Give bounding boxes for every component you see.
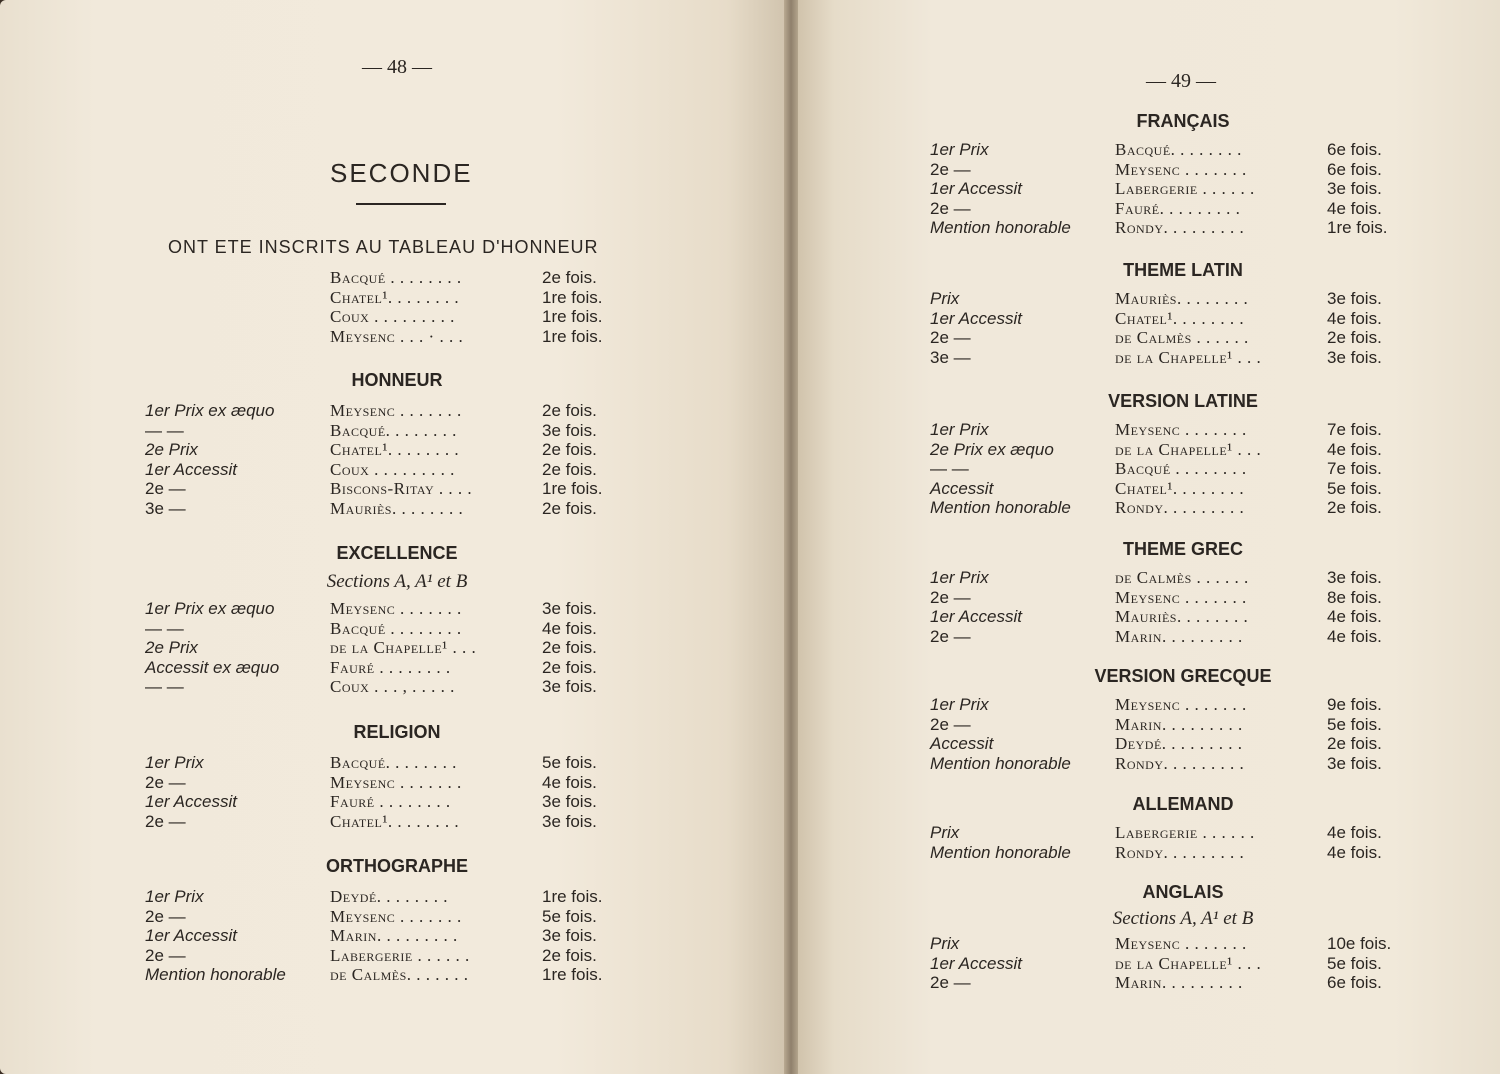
student-name: Meysenc . . . . . . . bbox=[1115, 587, 1247, 607]
section-heading: ANGLAIS bbox=[1142, 882, 1224, 902]
rank-label: 2e — bbox=[930, 587, 971, 607]
rank-label: 1er Prix bbox=[930, 695, 989, 714]
student-name: Rondy. . . . . . . . . bbox=[1115, 218, 1245, 238]
student-name: de la Chapelle¹ . . . bbox=[1115, 439, 1262, 459]
rank-label: 1er Accessit bbox=[145, 926, 237, 946]
page-number-left: — 48 — bbox=[362, 56, 432, 78]
rank-label: 2e — bbox=[930, 714, 971, 734]
student-name: Rondy. . . . . . . . . bbox=[1115, 842, 1245, 862]
award-row bbox=[0, 954, 1500, 974]
rank-label: 2e — bbox=[930, 328, 971, 348]
rank-label: 2e — bbox=[145, 479, 186, 499]
award-row bbox=[0, 420, 1500, 440]
times-count: 6e fois. bbox=[1327, 973, 1382, 993]
section-subheading: Sections A, A¹ et B bbox=[326, 571, 468, 592]
times-count: 3e fois. bbox=[542, 926, 597, 946]
rank-label: Prix bbox=[930, 934, 960, 953]
student-name: de Calmès. . . . . . . bbox=[330, 965, 469, 985]
times-count: 3e fois. bbox=[1327, 179, 1382, 199]
student-name: Rondy. . . . . . . . . bbox=[1115, 753, 1245, 773]
times-count: 2e fois. bbox=[1327, 328, 1382, 348]
section-heading: EXCELLENCE bbox=[336, 543, 458, 563]
section-heading: VERSION LATINE bbox=[1108, 391, 1258, 411]
award-row bbox=[0, 754, 1500, 774]
student-name: Fauré . . . . . . . . bbox=[330, 792, 451, 812]
student-name: Marin. . . . . . . . . bbox=[1115, 626, 1243, 646]
times-count: 3e fois. bbox=[542, 420, 597, 440]
student-name: Labergerie . . . . . . bbox=[1115, 823, 1255, 842]
section-heading: THEME LATIN bbox=[1123, 260, 1243, 280]
times-count: 2e fois. bbox=[542, 945, 597, 965]
student-name: Chatel¹. . . . . . . . bbox=[1115, 308, 1245, 328]
student-name: Meysenc . . . . . . . bbox=[330, 906, 462, 926]
times-count: 1re fois. bbox=[542, 287, 603, 307]
award-row bbox=[0, 934, 1500, 954]
times-count: 1re fois. bbox=[542, 326, 603, 346]
times-count: 4e fois. bbox=[1327, 439, 1382, 459]
rank-label: 2e — bbox=[145, 811, 186, 831]
student-name: Chatel¹. . . . . . . . bbox=[330, 440, 460, 460]
student-name: Coux . . . , . . . . . bbox=[330, 677, 455, 697]
rank-label: — — bbox=[145, 677, 184, 697]
student-name: de Calmès . . . . . . bbox=[1115, 568, 1249, 587]
student-name: Labergerie . . . . . . bbox=[330, 945, 470, 965]
rank-label: 1er Prix ex æquo bbox=[145, 599, 275, 618]
award-row bbox=[0, 328, 1500, 348]
award-row bbox=[0, 440, 1500, 460]
section-subheading: Sections A, A¹ et B bbox=[1112, 908, 1254, 929]
student-name: Meysenc . . . . . . . bbox=[1115, 420, 1247, 439]
rank-label: — — bbox=[145, 618, 184, 638]
rank-label: Mention honorable bbox=[930, 498, 1071, 518]
award-row bbox=[0, 607, 1500, 627]
rank-label: Mention honorable bbox=[930, 842, 1071, 862]
award-row bbox=[0, 498, 1500, 518]
section-heading: HONNEUR bbox=[351, 370, 443, 390]
student-name: Coux . . . . . . . . . bbox=[330, 307, 455, 327]
times-count: 4e fois. bbox=[1327, 607, 1382, 627]
award-row bbox=[0, 479, 1500, 499]
times-count: 1re fois. bbox=[542, 887, 603, 906]
tableau-heading: ONT ETE INSCRITS AU TABLEAU D'HONNEUR bbox=[168, 237, 599, 257]
student-name: Fauré . . . . . . . . bbox=[330, 657, 451, 677]
times-count: 6e fois. bbox=[1327, 140, 1382, 159]
rank-label: 3e — bbox=[145, 499, 186, 518]
times-count: 4e fois. bbox=[1327, 198, 1382, 218]
award-row bbox=[0, 179, 1500, 199]
student-name: Deydé. . . . . . . . . bbox=[1115, 734, 1243, 754]
rank-label: 1er Prix bbox=[145, 887, 204, 906]
rank-label: 1er Prix bbox=[930, 420, 989, 439]
student-name: Bacqué. . . . . . . . bbox=[330, 753, 457, 772]
rank-label: 1er Prix bbox=[930, 140, 989, 159]
section-heading: RELIGION bbox=[353, 722, 441, 742]
award-row bbox=[0, 843, 1500, 863]
times-count: 5e fois. bbox=[542, 906, 597, 926]
award-row bbox=[0, 140, 1500, 160]
rank-label: — — bbox=[930, 459, 969, 479]
times-count: 3e fois. bbox=[1327, 347, 1382, 367]
times-count: 3e fois. bbox=[1327, 289, 1382, 308]
student-name: Mauriès. . . . . . . . bbox=[330, 499, 464, 518]
award-row bbox=[0, 715, 1500, 735]
student-name: Meysenc . . . . . . . bbox=[1115, 695, 1247, 714]
student-name: Rondy. . . . . . . . . bbox=[1115, 498, 1245, 518]
student-name: Meysenc . . . . . . . bbox=[1115, 159, 1247, 179]
award-row bbox=[0, 973, 1500, 993]
student-name: Bacqué. . . . . . . . bbox=[1115, 140, 1242, 159]
times-count: 4e fois. bbox=[542, 618, 597, 638]
student-name: Mauriès. . . . . . . . bbox=[1115, 607, 1249, 627]
page-number-right: — 49 — bbox=[1146, 70, 1216, 92]
rank-label: Accessit bbox=[930, 478, 994, 498]
rank-label: 2e — bbox=[930, 973, 971, 993]
section-heading: FRANÇAIS bbox=[1136, 111, 1230, 131]
rank-label: 1er Accessit bbox=[145, 792, 237, 812]
times-count: 7e fois. bbox=[1327, 459, 1382, 479]
times-count: 2e fois. bbox=[542, 268, 597, 287]
student-name: Chatel¹. . . . . . . . bbox=[330, 811, 460, 831]
student-name: Meysenc . . . · . . . bbox=[330, 326, 464, 346]
student-name: Meysenc . . . . . . . bbox=[1115, 934, 1247, 953]
times-count: 2e fois. bbox=[1327, 734, 1382, 754]
times-count: 1re fois. bbox=[1327, 218, 1388, 238]
times-count: 7e fois. bbox=[1327, 420, 1382, 439]
student-name: Bacqué. . . . . . . . bbox=[330, 420, 457, 440]
times-count: 4e fois. bbox=[1327, 842, 1382, 862]
student-name: Meysenc . . . . . . . bbox=[330, 401, 462, 420]
times-count: 3e fois. bbox=[542, 811, 597, 831]
page-title: SECONDE bbox=[330, 158, 473, 188]
student-name: de la Chapelle¹ . . . bbox=[1115, 347, 1262, 367]
rank-label: 1er Prix bbox=[145, 753, 204, 772]
section-heading: VERSION GRECQUE bbox=[1094, 666, 1272, 686]
rank-label: 1er Accessit bbox=[930, 308, 1022, 328]
student-name: Bacqué . . . . . . . . bbox=[330, 268, 462, 287]
student-name: Chatel¹. . . . . . . . bbox=[330, 287, 460, 307]
award-row bbox=[0, 627, 1500, 647]
student-name: Coux . . . . . . . . . bbox=[330, 459, 455, 479]
rank-label: Mention honorable bbox=[930, 218, 1071, 238]
rank-label: 2e — bbox=[145, 772, 186, 792]
times-count: 2e fois. bbox=[542, 638, 597, 658]
times-count: 2e fois. bbox=[1327, 498, 1382, 518]
times-count: 6e fois. bbox=[1327, 159, 1382, 179]
times-count: 2e fois. bbox=[542, 401, 597, 420]
times-count: 4e fois. bbox=[542, 772, 597, 792]
award-row bbox=[0, 459, 1500, 479]
rank-label: 2e — bbox=[930, 198, 971, 218]
times-count: 9e fois. bbox=[1327, 695, 1382, 714]
rank-label: 3e — bbox=[930, 347, 971, 367]
rank-label: 1er Prix ex æquo bbox=[145, 401, 275, 420]
times-count: 8e fois. bbox=[1327, 587, 1382, 607]
student-name: Deydé. . . . . . . . bbox=[330, 887, 449, 906]
rank-label: 1er Accessit bbox=[930, 607, 1022, 627]
rank-label: Mention honorable bbox=[145, 965, 286, 985]
times-count: 3e fois. bbox=[542, 792, 597, 812]
rank-label: Mention honorable bbox=[930, 753, 1071, 773]
award-row bbox=[0, 588, 1500, 608]
rank-label: — — bbox=[145, 420, 184, 440]
times-count: 10e fois. bbox=[1327, 934, 1392, 953]
award-row bbox=[0, 773, 1500, 793]
rank-label: 2e — bbox=[930, 159, 971, 179]
student-name: Marin. . . . . . . . . bbox=[330, 926, 458, 946]
section-heading: ALLEMAND bbox=[1132, 794, 1234, 814]
rank-label: 1er Accessit bbox=[145, 459, 237, 479]
times-count: 4e fois. bbox=[1327, 626, 1382, 646]
times-count: 2e fois. bbox=[542, 657, 597, 677]
student-name: Fauré. . . . . . . . . bbox=[1115, 198, 1241, 218]
times-count: 2e fois. bbox=[542, 440, 597, 460]
rank-label: Prix bbox=[930, 823, 960, 842]
student-name: Marin. . . . . . . . . bbox=[1115, 714, 1243, 734]
award-row bbox=[0, 289, 1500, 309]
award-row bbox=[0, 734, 1500, 754]
rank-label: Prix bbox=[930, 289, 960, 308]
rank-label: 1er Prix bbox=[930, 568, 989, 587]
award-row bbox=[0, 695, 1500, 715]
award-row bbox=[0, 218, 1500, 238]
student-name: Biscons-Ritay . . . . bbox=[330, 479, 473, 499]
award-row bbox=[0, 568, 1500, 588]
times-count: 3e fois. bbox=[1327, 568, 1382, 587]
student-name: Marin. . . . . . . . . bbox=[1115, 973, 1243, 993]
student-name: Mauriès. . . . . . . . bbox=[1115, 289, 1249, 308]
student-name: Meysenc . . . . . . . bbox=[330, 599, 462, 618]
rank-label: Accessit bbox=[930, 734, 994, 754]
rank-label: 2e — bbox=[930, 626, 971, 646]
times-count: 5e fois. bbox=[542, 753, 597, 772]
section-heading: ORTHOGRAPHE bbox=[325, 856, 468, 876]
times-count: 5e fois. bbox=[1327, 714, 1382, 734]
times-count: 3e fois. bbox=[1327, 753, 1382, 773]
student-name: de la Chapelle¹ . . . bbox=[1115, 953, 1262, 973]
times-count: 1re fois. bbox=[542, 479, 603, 499]
times-count: 3e fois. bbox=[542, 599, 597, 618]
student-name: de la Chapelle¹ . . . bbox=[330, 638, 477, 658]
student-name: de Calmès . . . . . . bbox=[1115, 328, 1249, 348]
student-name: Labergerie . . . . . . bbox=[1115, 179, 1255, 199]
rank-label: 1er Accessit bbox=[930, 953, 1022, 973]
rank-label: 2e Prix bbox=[145, 440, 198, 460]
award-row bbox=[0, 823, 1500, 843]
award-row bbox=[0, 199, 1500, 219]
times-count: 1re fois. bbox=[542, 307, 603, 327]
student-name: Meysenc . . . . . . . bbox=[330, 772, 462, 792]
section-heading: THEME GREC bbox=[1122, 539, 1243, 559]
times-count: 2e fois. bbox=[542, 459, 597, 479]
times-count: 3e fois. bbox=[542, 677, 597, 697]
rank-label: 2e Prix ex æquo bbox=[930, 439, 1054, 459]
rank-label: Accessit ex æquo bbox=[145, 657, 280, 677]
times-count: 4e fois. bbox=[1327, 823, 1382, 842]
award-row bbox=[0, 348, 1500, 368]
times-count: 5e fois. bbox=[1327, 478, 1382, 498]
award-row bbox=[0, 160, 1500, 180]
times-count: 4e fois. bbox=[1327, 308, 1382, 328]
times-count: 1re fois. bbox=[542, 965, 603, 985]
student-name: Chatel¹. . . . . . . . bbox=[1115, 478, 1245, 498]
student-name: Bacqué . . . . . . . . bbox=[1115, 459, 1247, 479]
award-row bbox=[0, 309, 1500, 329]
times-count: 5e fois. bbox=[1327, 953, 1382, 973]
times-count: 2e fois. bbox=[542, 499, 597, 518]
rank-label: 2e — bbox=[145, 945, 186, 965]
rank-label: 2e Prix bbox=[145, 638, 198, 658]
rank-label: 2e — bbox=[145, 906, 186, 926]
rank-label: 1er Accessit bbox=[930, 179, 1022, 199]
student-name: Bacqué . . . . . . . . bbox=[330, 618, 462, 638]
